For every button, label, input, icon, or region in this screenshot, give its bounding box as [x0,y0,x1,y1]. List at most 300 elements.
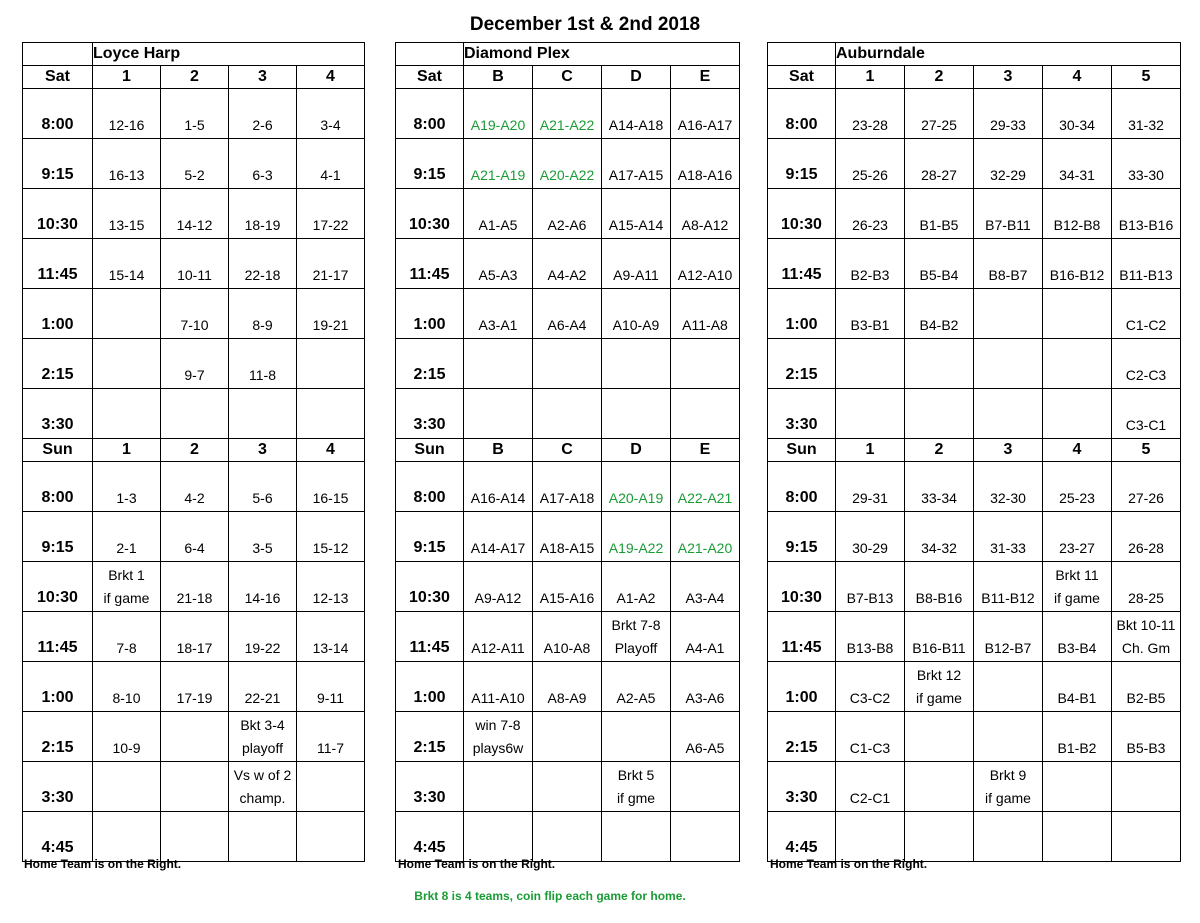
game-cell: A2-A6 [533,189,602,239]
game-cell: A3-A1 [464,289,533,339]
game-cell: 33-30 [1112,139,1181,189]
schedule-row [768,762,1181,812]
day-label-sat: Sat [396,66,464,89]
schedule-row [23,462,365,512]
game-cell: C3-C2 [836,662,905,712]
schedule-row [396,462,740,512]
game-cell: 9-11 [297,662,365,712]
schedule-table-loyce-harp [22,42,365,862]
day-label-sun: Sun [768,439,836,462]
game-cell: 5-6 [229,462,297,512]
game-cell: 19-22 [229,612,297,662]
venue-name: Loyce Harp [93,43,365,66]
game-cell: 26-23 [836,189,905,239]
schedule-row [23,612,365,662]
time-slot: 1:00 [768,662,836,712]
schedule-row [23,139,365,189]
game-cell: 29-33 [974,89,1043,139]
game-cell [671,339,740,389]
game-cell [161,812,229,862]
game-cell: A15-A14 [602,189,671,239]
schedule-row [768,239,1181,289]
game-cell: A21-A19 [464,139,533,189]
game-cell: A20-A22 [533,139,602,189]
schedule-row [396,139,740,189]
time-slot: 3:30 [23,762,93,812]
schedule-row [23,562,365,612]
game-cell: A12-A11 [464,612,533,662]
game-cell-line: Brkt 1 [108,567,145,583]
game-cell: A6-A5 [671,712,740,762]
schedule-row [396,239,740,289]
schedule-row [768,562,1181,612]
game-cell-line: if gme [616,790,656,806]
game-cell: 6-4 [161,512,229,562]
game-cell [1112,762,1181,812]
field-header: 4 [297,439,365,462]
field-header: 1 [836,439,905,462]
schedule-row [768,139,1181,189]
time-slot: 8:00 [768,89,836,139]
home-team-note-auburndale: Home Team is on the Right. [770,857,928,871]
game-cell: 16-15 [297,462,365,512]
schedule-row [23,339,365,389]
game-cell: 31-33 [974,512,1043,562]
game-cell [671,389,740,439]
game-cell: 6-3 [229,139,297,189]
time-slot: 9:15 [768,139,836,189]
game-cell-line: playoff [242,740,283,756]
game-cell: 33-34 [905,462,974,512]
game-cell [533,389,602,439]
game-cell: A10-A8 [533,612,602,662]
day-label-sat: Sat [768,66,836,89]
game-cell: 18-19 [229,189,297,239]
game-cell: 26-28 [1112,512,1181,562]
time-slot: 10:30 [23,189,93,239]
schedule-row [768,512,1181,562]
game-cell: 13-15 [93,189,161,239]
game-cell [1112,612,1181,662]
game-cell: C3-C1 [1112,389,1181,439]
game-cell: 21-18 [161,562,229,612]
game-cell: 18-17 [161,612,229,662]
game-cell [974,389,1043,439]
page-title: December 1st & 2nd 2018 [469,14,701,35]
game-cell: 10-9 [93,712,161,762]
time-slot: 1:00 [396,662,464,712]
game-cell: B3-B1 [836,289,905,339]
game-cell-line: Vs w of 2 [233,767,292,783]
game-cell: B13-B16 [1112,189,1181,239]
game-cell: B2-B3 [836,239,905,289]
game-cell: A4-A1 [671,612,740,662]
time-slot: 8:00 [396,89,464,139]
game-cell [974,812,1043,862]
schedule-row [23,662,365,712]
game-cell-line: Brkt 11 [1055,567,1099,583]
time-slot: 2:15 [23,339,93,389]
game-cell [905,762,974,812]
game-cell: C1-C3 [836,712,905,762]
time-slot: 10:30 [23,562,93,612]
time-slot: 3:30 [768,762,836,812]
game-cell [161,712,229,762]
game-cell [836,812,905,862]
game-cell: 34-31 [1043,139,1112,189]
game-cell: A12-A10 [671,239,740,289]
field-header: 5 [1112,439,1181,462]
game-cell [974,762,1043,812]
game-cell: 5-2 [161,139,229,189]
schedule-row [396,389,740,439]
game-cell [836,339,905,389]
game-cell: A1-A5 [464,189,533,239]
game-cell: C2-C1 [836,762,905,812]
time-slot: 10:30 [768,562,836,612]
field-header: B [464,439,533,462]
game-cell: 21-17 [297,239,365,289]
venue-corner-cell [396,43,464,66]
game-cell: 4-1 [297,139,365,189]
game-cell-line: if game [916,690,962,706]
game-cell: 31-32 [1112,89,1181,139]
game-cell: 30-29 [836,512,905,562]
game-cell: A20-A19 [602,462,671,512]
field-header: 1 [93,66,161,89]
game-cell: B2-B5 [1112,662,1181,712]
game-cell [671,812,740,862]
time-slot: 9:15 [396,512,464,562]
game-cell-line: champ. [239,790,286,806]
game-cell: 25-23 [1043,462,1112,512]
game-cell [297,339,365,389]
game-cell: A14-A17 [464,512,533,562]
time-slot: 3:30 [23,389,93,439]
game-cell-line: plays6w [472,740,524,756]
game-cell-line: if game [103,590,150,606]
game-cell: B13-B8 [836,612,905,662]
time-slot: 10:30 [396,189,464,239]
time-slot: 9:15 [23,512,93,562]
time-slot: 9:15 [768,512,836,562]
game-cell [464,339,533,389]
game-cell: B7-B13 [836,562,905,612]
time-slot: 4:45 [396,812,464,862]
game-cell [905,662,974,712]
schedule-row [768,339,1181,389]
game-cell: 3-5 [229,512,297,562]
game-cell [533,339,602,389]
game-cell-line: Brkt 12 [916,667,962,683]
time-slot: 8:00 [396,462,464,512]
game-cell-line: win 7-8 [475,717,521,733]
venue-corner-cell [23,43,93,66]
game-cell [297,389,365,439]
schedule-row [396,562,740,612]
schedule-row [23,812,365,862]
game-cell: 7-10 [161,289,229,339]
game-cell: 34-32 [905,512,974,562]
game-cell: A16-A14 [464,462,533,512]
venue-name: Diamond Plex [464,43,740,66]
game-cell [1112,812,1181,862]
game-cell: A18-A15 [533,512,602,562]
game-cell [161,389,229,439]
schedule-row [23,512,365,562]
game-cell: 15-12 [297,512,365,562]
game-cell [93,812,161,862]
game-cell [1043,339,1112,389]
game-cell: B12-B8 [1043,189,1112,239]
game-cell [905,812,974,862]
field-header: 3 [229,66,297,89]
field-header: D [602,439,671,462]
schedule-row [396,189,740,239]
field-header: 2 [905,66,974,89]
time-slot: 2:15 [396,712,464,762]
game-cell: B11-B12 [974,562,1043,612]
game-cell: 8-10 [93,662,161,712]
game-cell: A11-A10 [464,662,533,712]
game-cell-line: if game [985,790,1031,806]
game-cell [602,762,671,812]
game-cell: 15-14 [93,239,161,289]
schedule-row [23,89,365,139]
time-slot: 9:15 [396,139,464,189]
game-cell: A17-A15 [602,139,671,189]
game-cell: A15-A16 [533,562,602,612]
field-header: B [464,66,533,89]
game-cell: A9-A11 [602,239,671,289]
schedule-row [23,239,365,289]
time-slot: 4:45 [23,812,93,862]
game-cell: 17-22 [297,189,365,239]
game-cell: A11-A8 [671,289,740,339]
game-cell [602,712,671,762]
game-cell: B1-B2 [1043,712,1112,762]
game-cell: 22-21 [229,662,297,712]
game-cell-line: Ch. Gm [1121,640,1171,656]
time-slot: 8:00 [768,462,836,512]
time-slot: 3:30 [768,389,836,439]
schedule-row [396,612,740,662]
game-cell [602,389,671,439]
time-slot: 2:15 [23,712,93,762]
game-cell-line: Brkt 9 [989,767,1027,783]
game-cell: A16-A17 [671,89,740,139]
schedule-row [396,89,740,139]
game-cell: 13-14 [297,612,365,662]
game-cell [533,812,602,862]
game-cell: A21-A22 [533,89,602,139]
game-cell [464,812,533,862]
game-cell [229,762,297,812]
game-cell-line: Bkt 10-11 [1116,617,1176,633]
game-cell: B3-B4 [1043,612,1112,662]
schedule-row [396,662,740,712]
schedule-table-diamond-plex [395,42,740,862]
game-cell [602,339,671,389]
game-cell [1043,562,1112,612]
game-cell: 25-26 [836,139,905,189]
game-cell: B1-B5 [905,189,974,239]
schedule-row [23,762,365,812]
game-cell: 1-3 [93,462,161,512]
field-header: 2 [161,439,229,462]
game-cell: B5-B4 [905,239,974,289]
time-slot: 8:00 [23,462,93,512]
game-cell: 8-9 [229,289,297,339]
schedule-row [396,512,740,562]
time-slot: 9:15 [23,139,93,189]
home-team-note-loyce-harp: Home Team is on the Right. [24,857,182,871]
game-cell: A14-A18 [602,89,671,139]
game-cell: 12-13 [297,562,365,612]
game-cell [1043,289,1112,339]
game-cell: 11-8 [229,339,297,389]
game-cell: B7-B11 [974,189,1043,239]
game-cell: A4-A2 [533,239,602,289]
time-slot: 1:00 [768,289,836,339]
field-header: D [602,66,671,89]
game-cell: C1-C2 [1112,289,1181,339]
schedule-row [396,712,740,762]
venue-corner-cell [768,43,836,66]
field-header: 4 [1043,66,1112,89]
schedule-row [23,389,365,439]
schedule-row [396,812,740,862]
schedule-row [396,762,740,812]
game-cell [974,289,1043,339]
game-cell [905,389,974,439]
game-cell [671,762,740,812]
game-cell-line: Brkt 5 [617,767,655,783]
game-cell [297,812,365,862]
game-cell [229,812,297,862]
game-cell [602,612,671,662]
schedule-row [768,189,1181,239]
time-slot: 2:15 [768,712,836,762]
schedule-row [768,612,1181,662]
game-cell: A10-A9 [602,289,671,339]
game-cell [1043,389,1112,439]
game-cell [1043,762,1112,812]
game-cell: 1-5 [161,89,229,139]
time-slot: 2:15 [768,339,836,389]
game-cell: C2-C3 [1112,339,1181,389]
game-cell: 11-7 [297,712,365,762]
game-cell: A19-A22 [602,512,671,562]
game-cell: B16-B12 [1043,239,1112,289]
game-cell: 32-29 [974,139,1043,189]
game-cell [533,712,602,762]
venue-name: Auburndale [836,43,1181,66]
game-cell: 32-30 [974,462,1043,512]
time-slot: 11:45 [23,612,93,662]
day-label-sun: Sun [396,439,464,462]
game-cell: A3-A4 [671,562,740,612]
game-cell: A8-A9 [533,662,602,712]
game-cell: A1-A2 [602,562,671,612]
game-cell: B4-B2 [905,289,974,339]
game-cell [464,389,533,439]
field-header: 3 [974,439,1043,462]
schedule-row [768,812,1181,862]
time-slot: 10:30 [768,189,836,239]
schedule-table-auburndale [767,42,1181,862]
field-header: C [533,439,602,462]
game-cell: 23-28 [836,89,905,139]
game-cell [533,762,602,812]
game-cell: B8-B7 [974,239,1043,289]
game-cell: A6-A4 [533,289,602,339]
game-cell: A18-A16 [671,139,740,189]
field-header: 4 [297,66,365,89]
time-slot: 3:30 [396,389,464,439]
schedule-row [768,389,1181,439]
game-cell [974,662,1043,712]
schedule-row [23,189,365,239]
game-cell: A3-A6 [671,662,740,712]
bracket-note: Brkt 8 is 4 teams, coin flip each game for home. [414,889,686,903]
field-header: 3 [229,439,297,462]
game-cell: A8-A12 [671,189,740,239]
game-cell [161,762,229,812]
game-cell: 10-11 [161,239,229,289]
game-cell: 28-25 [1112,562,1181,612]
field-header: 2 [161,66,229,89]
game-cell [905,339,974,389]
game-cell [1043,812,1112,862]
game-cell: B4-B1 [1043,662,1112,712]
time-slot: 4:45 [768,812,836,862]
game-cell: 12-16 [93,89,161,139]
game-cell: 22-18 [229,239,297,289]
field-header: E [671,439,740,462]
game-cell [464,762,533,812]
game-cell: A22-A21 [671,462,740,512]
game-cell-line: Brkt 7-8 [611,617,661,633]
game-cell: 19-21 [297,289,365,339]
time-slot: 1:00 [23,289,93,339]
time-slot: 11:45 [396,612,464,662]
game-cell: A21-A20 [671,512,740,562]
schedule-row [768,462,1181,512]
game-cell: 17-19 [161,662,229,712]
game-cell [93,762,161,812]
game-cell [93,562,161,612]
game-cell: B11-B13 [1112,239,1181,289]
game-cell [974,339,1043,389]
field-header: C [533,66,602,89]
game-cell: 28-27 [905,139,974,189]
game-cell: 30-34 [1043,89,1112,139]
schedule-row [396,339,740,389]
game-cell: 2-1 [93,512,161,562]
game-cell: A2-A5 [602,662,671,712]
field-header: E [671,66,740,89]
time-slot: 11:45 [768,239,836,289]
game-cell [93,389,161,439]
game-cell: B5-B3 [1112,712,1181,762]
game-cell: 4-2 [161,462,229,512]
schedule-row [768,662,1181,712]
game-cell: 9-7 [161,339,229,389]
field-header: 3 [974,66,1043,89]
game-cell: 7-8 [93,612,161,662]
game-cell [836,389,905,439]
